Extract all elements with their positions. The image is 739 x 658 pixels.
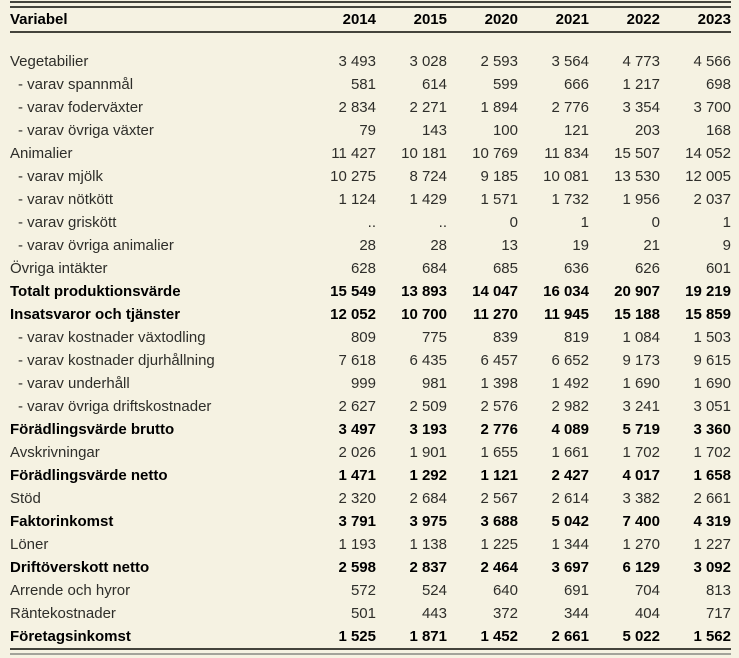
cell-value: 640	[492, 582, 518, 599]
cell-value: 1 901	[409, 444, 447, 461]
cell-value: 666	[563, 76, 589, 93]
cell-value: 2 026	[338, 444, 376, 461]
table-row	[10, 579, 731, 602]
cell-value: 501	[350, 605, 376, 622]
cell-value: 16 034	[543, 283, 589, 300]
cell-value: 3 697	[551, 559, 589, 576]
table-row	[10, 303, 731, 326]
row-label: - varav övriga animalier	[18, 237, 174, 254]
cell-value: 11 834	[544, 145, 589, 162]
column-header-year: 2020	[484, 11, 518, 28]
cell-value: 1 292	[409, 467, 447, 484]
cell-value: 9 615	[693, 352, 731, 369]
table-row	[10, 96, 731, 119]
cell-value: 0	[651, 214, 660, 231]
table-row	[10, 349, 731, 372]
cell-value: 1 227	[693, 536, 731, 553]
cell-value: 813	[705, 582, 731, 599]
cell-value: ..	[438, 214, 447, 231]
cell-value: 4 566	[693, 53, 731, 70]
table-body	[10, 33, 731, 648]
cell-value: 1 398	[480, 375, 518, 392]
cell-value: 28	[430, 237, 447, 254]
row-label: Avskrivningar	[10, 444, 100, 461]
cell-value: 524	[421, 582, 447, 599]
cell-value: 999	[350, 375, 376, 392]
cell-value: 1 225	[480, 536, 518, 553]
cell-value: 1 571	[480, 191, 518, 208]
cell-value: 1 270	[622, 536, 660, 553]
cell-value: 3 382	[622, 490, 660, 507]
cell-value: 981	[421, 375, 447, 392]
row-label: Vegetabilier	[10, 53, 89, 70]
column-header-year: 2023	[697, 11, 731, 28]
cell-value: 2 567	[480, 490, 518, 507]
cell-value: 1 562	[693, 628, 731, 645]
column-header-variable: Variabel	[10, 11, 68, 28]
cell-value: 2 982	[551, 398, 589, 415]
cell-value: 3 360	[693, 421, 731, 438]
cell-value: 1 702	[622, 444, 660, 461]
cell-value: 2 320	[338, 490, 376, 507]
cell-value: 15 549	[330, 283, 376, 300]
table-row	[10, 211, 731, 234]
cell-value: 1 503	[693, 329, 731, 346]
cell-value: 2 776	[480, 421, 518, 438]
row-label: Företagsinkomst	[10, 628, 131, 645]
cell-value: 3 975	[409, 513, 447, 530]
row-label: - varav underhåll	[18, 375, 130, 392]
cell-value: 8 724	[409, 168, 447, 185]
cell-value: 6 457	[480, 352, 518, 369]
table-row	[10, 625, 731, 648]
bottom-rule-dark	[10, 648, 731, 650]
table-row	[10, 326, 731, 349]
cell-value: ..	[367, 214, 376, 231]
cell-value: 1 429	[409, 191, 447, 208]
cell-value: 3 028	[409, 53, 447, 70]
row-label: Räntekostnader	[10, 605, 116, 622]
cell-value: 572	[350, 582, 376, 599]
cell-value: 3 354	[622, 99, 660, 116]
column-header-year: 2022	[626, 11, 660, 28]
cell-value: 819	[563, 329, 589, 346]
table-row	[10, 464, 731, 487]
cell-value: 19 219	[685, 283, 731, 300]
cell-value: 3 092	[693, 559, 731, 576]
cell-value: 685	[492, 260, 518, 277]
cell-value: 9 173	[622, 352, 660, 369]
cell-value: 10 081	[543, 168, 589, 185]
table-row	[10, 50, 731, 73]
cell-value: 1 732	[551, 191, 589, 208]
cell-value: 1 525	[338, 628, 376, 645]
cell-value: 581	[350, 76, 376, 93]
cell-value: 2 464	[480, 559, 518, 576]
cell-value: 3 700	[693, 99, 731, 116]
column-header-year: 2014	[342, 11, 376, 28]
cell-value: 79	[359, 122, 376, 139]
row-label: - varav kostnader djurhållning	[18, 352, 215, 369]
cell-value: 2 661	[693, 490, 731, 507]
cell-value: 404	[634, 605, 660, 622]
table-row	[10, 142, 731, 165]
cell-value: 1	[722, 214, 731, 231]
cell-value: 13 893	[401, 283, 447, 300]
cell-value: 4 319	[693, 513, 731, 530]
cell-value: 1 471	[338, 467, 376, 484]
cell-value: 626	[634, 260, 660, 277]
cell-value: 1 492	[551, 375, 589, 392]
cell-value: 344	[563, 605, 589, 622]
cell-value: 5 719	[622, 421, 660, 438]
cell-value: 13 530	[614, 168, 660, 185]
table-row	[10, 188, 731, 211]
cell-value: 1 690	[622, 375, 660, 392]
cell-value: 12 052	[330, 306, 376, 323]
cell-value: 168	[705, 122, 731, 139]
cell-value: 2 037	[693, 191, 731, 208]
cell-value: 203	[634, 122, 660, 139]
column-header-year: 2015	[413, 11, 447, 28]
row-label: - varav övriga växter	[18, 122, 154, 139]
cell-value: 1 193	[338, 536, 376, 553]
table-row	[10, 234, 731, 257]
cell-value: 1 871	[409, 628, 447, 645]
cell-value: 704	[634, 582, 660, 599]
row-label: Övriga intäkter	[10, 260, 108, 277]
cell-value: 1 452	[480, 628, 518, 645]
cell-value: 691	[563, 582, 589, 599]
cell-value: 1 658	[693, 467, 731, 484]
cell-value: 11 945	[543, 306, 589, 323]
cell-value: 1 084	[622, 329, 660, 346]
cell-value: 6 129	[622, 559, 660, 576]
table-row	[10, 395, 731, 418]
table-row	[10, 372, 731, 395]
cell-value: 684	[421, 260, 447, 277]
cell-value: 12 005	[685, 168, 731, 185]
top-rule-outer	[10, 1, 731, 3]
cell-value: 2 427	[551, 467, 589, 484]
cell-value: 14 052	[685, 145, 731, 162]
cell-value: 2 837	[409, 559, 447, 576]
cell-value: 1 344	[551, 536, 589, 553]
cell-value: 2 598	[338, 559, 376, 576]
cell-value: 636	[563, 260, 589, 277]
cell-value: 3 493	[338, 53, 376, 70]
cell-value: 4 089	[551, 421, 589, 438]
cell-value: 15 188	[614, 306, 660, 323]
cell-value: 614	[421, 76, 447, 93]
cell-value: 1 217	[622, 76, 660, 93]
cell-value: 775	[421, 329, 447, 346]
row-label: - varav griskött	[18, 214, 117, 231]
cell-value: 2 834	[338, 99, 376, 116]
cell-value: 9	[722, 237, 731, 254]
cell-value: 1	[580, 214, 589, 231]
table-row	[10, 280, 731, 303]
cell-value: 1 655	[480, 444, 518, 461]
table-row	[10, 73, 731, 96]
table-row	[10, 487, 731, 510]
row-label: Förädlingsvärde brutto	[10, 421, 175, 438]
cell-value: 28	[359, 237, 376, 254]
cell-value: 2 593	[480, 53, 518, 70]
cell-value: 2 627	[338, 398, 376, 415]
cell-value: 121	[563, 122, 589, 139]
row-label: Förädlingsvärde netto	[10, 467, 168, 484]
cell-value: 10 769	[472, 145, 518, 162]
cell-value: 2 684	[409, 490, 447, 507]
column-header-year: 2021	[555, 11, 589, 28]
table-row	[10, 441, 731, 464]
bottom-rule-light	[10, 653, 731, 655]
cell-value: 3 051	[693, 398, 731, 415]
cell-value: 15 859	[685, 306, 731, 323]
cell-value: 698	[705, 76, 731, 93]
cell-value: 13	[501, 237, 518, 254]
cell-value: 3 193	[409, 421, 447, 438]
cell-value: 809	[350, 329, 376, 346]
cell-value: 1 121	[480, 467, 518, 484]
cell-value: 839	[492, 329, 518, 346]
cell-value: 21	[643, 237, 660, 254]
cell-value: 1 124	[338, 191, 376, 208]
cell-value: 6 435	[409, 352, 447, 369]
cell-value: 2 509	[409, 398, 447, 415]
cell-value: 1 661	[551, 444, 589, 461]
cell-value: 3 564	[551, 53, 589, 70]
row-label: - varav mjölk	[18, 168, 104, 185]
cell-value: 3 241	[622, 398, 660, 415]
cell-value: 10 275	[330, 168, 376, 185]
row-label: Arrende och hyror	[10, 582, 131, 599]
row-label: - varav övriga driftskostnader	[18, 398, 212, 415]
table-header-row	[10, 8, 731, 31]
cell-value: 1 690	[693, 375, 731, 392]
table-row	[10, 119, 731, 142]
cell-value: 4 773	[622, 53, 660, 70]
cell-value: 599	[492, 76, 518, 93]
row-label: Stöd	[10, 490, 41, 507]
cell-value: 10 700	[401, 306, 447, 323]
cell-value: 2 661	[551, 628, 589, 645]
cell-value: 20 907	[614, 283, 660, 300]
cell-value: 15 507	[614, 145, 660, 162]
cell-value: 3 688	[480, 513, 518, 530]
cell-value: 11 270	[472, 306, 518, 323]
cell-value: 372	[492, 605, 518, 622]
table-row	[10, 257, 731, 280]
table-row	[10, 602, 731, 625]
table-row	[10, 556, 731, 579]
cell-value: 2 576	[480, 398, 518, 415]
cell-value: 717	[705, 605, 731, 622]
row-label: - varav kostnader växtodling	[18, 329, 206, 346]
cell-value: 5 022	[622, 628, 660, 645]
cell-value: 1 138	[409, 536, 447, 553]
row-label: Totalt produktionsvärde	[10, 283, 181, 300]
cell-value: 3 497	[338, 421, 376, 438]
cell-value: 2 271	[409, 99, 447, 116]
cell-value: 6 652	[551, 352, 589, 369]
row-label: Löner	[10, 536, 49, 553]
cell-value: 11 427	[331, 145, 376, 162]
cell-value: 601	[705, 260, 731, 277]
table-row	[10, 533, 731, 556]
cell-value: 2 614	[551, 490, 589, 507]
cell-value: 143	[421, 122, 447, 139]
cell-value: 628	[350, 260, 376, 277]
row-label: Faktorinkomst	[10, 513, 114, 530]
cell-value: 1 894	[480, 99, 518, 116]
cell-value: 1 702	[693, 444, 731, 461]
row-label: Animalier	[10, 145, 73, 162]
cell-value: 0	[509, 214, 518, 231]
row-label: - varav nötkött	[18, 191, 114, 208]
cell-value: 1 956	[622, 191, 660, 208]
cell-value: 443	[421, 605, 447, 622]
row-label: Driftöverskott netto	[10, 559, 150, 576]
row-label: - varav spannmål	[18, 76, 134, 93]
cell-value: 100	[492, 122, 518, 139]
cell-value: 5 042	[551, 513, 589, 530]
cell-value: 2 776	[551, 99, 589, 116]
row-label: - varav foderväxter	[18, 99, 144, 116]
cell-value: 19	[572, 237, 589, 254]
cell-value: 9 185	[480, 168, 518, 185]
cell-value: 7 618	[338, 352, 376, 369]
cell-value: 10 181	[401, 145, 447, 162]
cell-value: 4 017	[622, 467, 660, 484]
table-row	[10, 510, 731, 533]
table-row	[10, 165, 731, 188]
cell-value: 3 791	[338, 513, 376, 530]
cell-value: 14 047	[472, 283, 518, 300]
row-label: Insatsvaror och tjänster	[10, 306, 181, 323]
cell-value: 7 400	[622, 513, 660, 530]
table-row	[10, 418, 731, 441]
